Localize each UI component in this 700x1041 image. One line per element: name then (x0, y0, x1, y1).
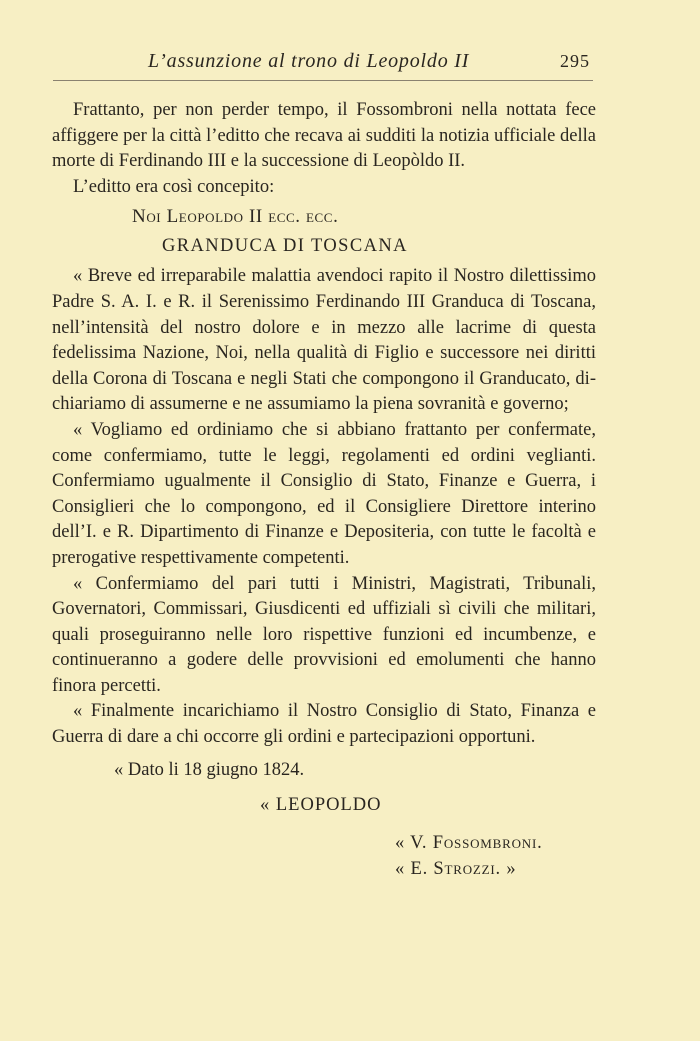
edict-heading (52, 204, 596, 258)
intro-paragraph: Frattanto, per non perder tempo, il Fossombroni nella nottata fece affiggere per la città l’editto che recava ai sudditi la notizia ufficiale della morte di Ferdinando III e la successione di Leopòldo II. (52, 100, 596, 172)
running-head-title: L’assunzione al trono di Leopoldo II (148, 50, 470, 72)
edict-paragraph-2: « Vogliamo ed ordiniamo che si abbiano frattanto per confermate, come confermiamo, tutte le leggi, regolamenti ed ordini veglianti. Confermiamo ugualmente il Consiglio di Stato, Finanze e Guerra, i Consiglieri che lo compongono, ed il Consigliere Direttore interino dell’I. e R. Dipartimento di Finanze e Depositeria, con tutte le facoltà e prerogative respettivamente competenti. (52, 419, 596, 568)
countersignature-fossombroni: « V. Fossombroni. (395, 832, 543, 853)
countersignature-strozzi: « E. Strozzi. » (395, 858, 517, 879)
edict-heading-title: GRANDUCA DI TOSCANA (162, 236, 408, 257)
edict-signer: « LEOPOLDO (260, 794, 382, 815)
edict-paragraph-4: « Finalmente incarichiamo il Nostro Consiglio di Stato, Finanza e Guerra di dare a chi occorre gli ordini e partecipazioni opportuni. (52, 701, 596, 748)
edict-introduction: L’editto era così concepito: (73, 176, 275, 197)
edict-heading-sovereign: Noi Leopoldo II ecc. ecc. (132, 206, 339, 228)
edict-paragraph-3: « Confermiamo del pari tutti i Ministri, Magistrati, Tribunali, Governatori, Commissari, Giusdicenti ed uffiziali sì civili che militari, quali proseguiranno nelle loro rispettive funzioni ed incumbenze, e continueranno a godere delle provvisioni ed emolumenti che hanno finora percetti. (52, 573, 596, 696)
edict-paragraph-1: « Breve ed irreparabile malattia avendoci rapito il Nostro dilettissimo Padre S. A. I. e R. il Serenissimo Ferdinando III Granduca di Toscana, nell’intensità del nostro dolore e in mezzo alle lacrime di questa fedelissima Nazione, Noi, nella qualità di Figlio e successore nei diritti della Corona di Toscana e negli Stati che compongono il Granducato, dichiariamo di assumerne e ne assumiamo la piena sovranità e governo; (52, 266, 596, 415)
edict-date: « Dato li 18 giugno 1824. (114, 759, 305, 780)
page-number: 295 (560, 51, 590, 71)
running-head (53, 50, 598, 78)
header-rule (53, 80, 593, 81)
body-text (52, 98, 596, 882)
